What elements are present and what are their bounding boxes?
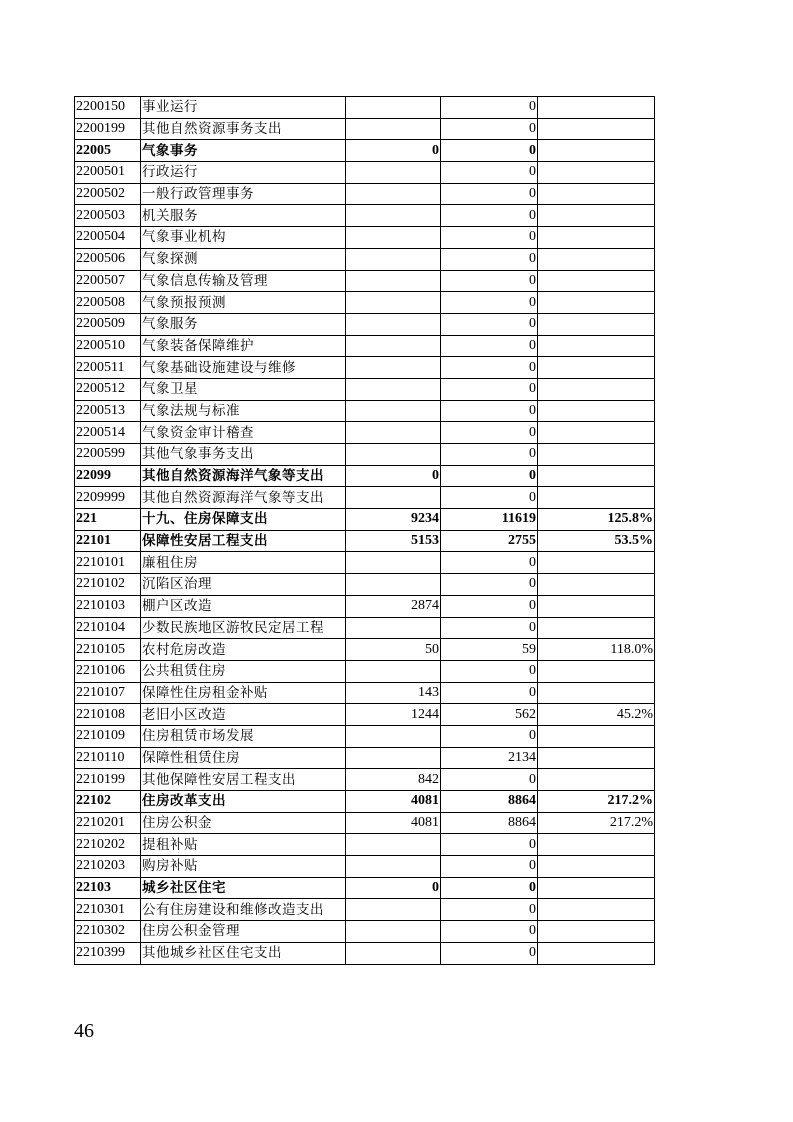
code-cell: 2210109 <box>75 725 141 747</box>
percentage-cell <box>538 682 655 704</box>
table-row <box>75 162 655 184</box>
prior-year-value-cell: 5153 <box>346 530 441 552</box>
table-row <box>75 617 655 639</box>
current-year-value-cell: 562 <box>441 704 538 726</box>
name-cell: 保障性安居工程支出 <box>141 530 346 552</box>
code-cell: 2200514 <box>75 422 141 444</box>
table-row <box>75 335 655 357</box>
table-row <box>75 357 655 379</box>
current-year-value-cell: 0 <box>441 248 538 270</box>
percentage-cell <box>538 834 655 856</box>
percentage-cell <box>538 444 655 466</box>
percentage-cell <box>538 118 655 140</box>
percentage-cell <box>538 465 655 487</box>
table-row <box>75 704 655 726</box>
percentage-cell <box>538 769 655 791</box>
table-row <box>75 444 655 466</box>
code-cell: 2200503 <box>75 205 141 227</box>
name-cell: 气象资金审计稽查 <box>141 422 346 444</box>
code-cell: 2200150 <box>75 97 141 119</box>
percentage-cell <box>538 487 655 509</box>
code-cell: 2210108 <box>75 704 141 726</box>
code-cell: 2210201 <box>75 812 141 834</box>
percentage-cell <box>538 227 655 249</box>
code-cell: 22099 <box>75 465 141 487</box>
page-number: 46 <box>74 1020 94 1042</box>
table-row <box>75 292 655 314</box>
prior-year-value-cell <box>346 357 441 379</box>
percentage-cell <box>538 660 655 682</box>
table-row <box>75 747 655 769</box>
current-year-value-cell: 0 <box>441 552 538 574</box>
current-year-value-cell: 2755 <box>441 530 538 552</box>
prior-year-value-cell <box>346 313 441 335</box>
current-year-value-cell: 0 <box>441 660 538 682</box>
code-cell: 2200199 <box>75 118 141 140</box>
prior-year-value-cell <box>346 942 441 964</box>
code-cell: 2200599 <box>75 444 141 466</box>
name-cell: 公共租赁住房 <box>141 660 346 682</box>
current-year-value-cell: 0 <box>441 856 538 878</box>
prior-year-value-cell <box>346 552 441 574</box>
prior-year-value-cell: 0 <box>346 465 441 487</box>
code-cell: 2200502 <box>75 183 141 205</box>
prior-year-value-cell: 143 <box>346 682 441 704</box>
percentage-cell <box>538 97 655 119</box>
table-row <box>75 270 655 292</box>
current-year-value-cell: 0 <box>441 140 538 162</box>
prior-year-value-cell: 1244 <box>346 704 441 726</box>
current-year-value-cell: 0 <box>441 617 538 639</box>
prior-year-value-cell <box>346 487 441 509</box>
table-row <box>75 422 655 444</box>
code-cell: 22005 <box>75 140 141 162</box>
name-cell: 气象基础设施建设与维修 <box>141 357 346 379</box>
name-cell: 气象预报预测 <box>141 292 346 314</box>
prior-year-value-cell <box>346 921 441 943</box>
current-year-value-cell: 0 <box>441 465 538 487</box>
code-cell: 2200508 <box>75 292 141 314</box>
name-cell: 住房公积金 <box>141 812 346 834</box>
name-cell: 住房改革支出 <box>141 791 346 813</box>
code-cell: 2210102 <box>75 574 141 596</box>
current-year-value-cell: 0 <box>441 378 538 400</box>
name-cell: 其他城乡社区住宅支出 <box>141 942 346 964</box>
table-row <box>75 574 655 596</box>
name-cell: 棚户区改造 <box>141 595 346 617</box>
percentage-cell <box>538 378 655 400</box>
current-year-value-cell: 0 <box>441 595 538 617</box>
prior-year-value-cell: 2874 <box>346 595 441 617</box>
code-cell: 22103 <box>75 877 141 899</box>
prior-year-value-cell <box>346 617 441 639</box>
name-cell: 其他自然资源海洋气象等支出 <box>141 487 346 509</box>
name-cell: 行政运行 <box>141 162 346 184</box>
table-row <box>75 856 655 878</box>
code-cell: 2200511 <box>75 357 141 379</box>
name-cell: 农村危房改造 <box>141 639 346 661</box>
budget-table <box>74 96 655 965</box>
current-year-value-cell: 11619 <box>441 509 538 531</box>
prior-year-value-cell: 0 <box>346 877 441 899</box>
table-row <box>75 378 655 400</box>
table-row <box>75 812 655 834</box>
current-year-value-cell: 0 <box>441 444 538 466</box>
prior-year-value-cell <box>346 747 441 769</box>
name-cell: 气象事务 <box>141 140 346 162</box>
prior-year-value-cell <box>346 183 441 205</box>
name-cell: 公有住房建设和维修改造支出 <box>141 899 346 921</box>
prior-year-value-cell <box>346 856 441 878</box>
table-row <box>75 682 655 704</box>
percentage-cell <box>538 877 655 899</box>
percentage-cell <box>538 183 655 205</box>
prior-year-value-cell <box>346 248 441 270</box>
name-cell: 其他自然资源海洋气象等支出 <box>141 465 346 487</box>
prior-year-value-cell <box>346 660 441 682</box>
code-cell: 2210104 <box>75 617 141 639</box>
current-year-value-cell: 8864 <box>441 791 538 813</box>
current-year-value-cell: 0 <box>441 682 538 704</box>
name-cell: 廉租住房 <box>141 552 346 574</box>
table-row <box>75 140 655 162</box>
code-cell: 2210110 <box>75 747 141 769</box>
prior-year-value-cell <box>346 400 441 422</box>
code-cell: 2200501 <box>75 162 141 184</box>
name-cell: 城乡社区住宅 <box>141 877 346 899</box>
name-cell: 事业运行 <box>141 97 346 119</box>
current-year-value-cell: 0 <box>441 899 538 921</box>
percentage-cell <box>538 942 655 964</box>
table-row <box>75 227 655 249</box>
table-row <box>75 118 655 140</box>
table-row <box>75 769 655 791</box>
percentage-cell <box>538 292 655 314</box>
percentage-cell <box>538 400 655 422</box>
current-year-value-cell: 0 <box>441 97 538 119</box>
code-cell: 2210399 <box>75 942 141 964</box>
table-row <box>75 97 655 119</box>
prior-year-value-cell <box>346 725 441 747</box>
table-row <box>75 248 655 270</box>
current-year-value-cell: 8864 <box>441 812 538 834</box>
code-cell: 2210202 <box>75 834 141 856</box>
prior-year-value-cell <box>346 574 441 596</box>
current-year-value-cell: 0 <box>441 942 538 964</box>
prior-year-value-cell: 50 <box>346 639 441 661</box>
current-year-value-cell: 0 <box>441 118 538 140</box>
name-cell: 购房补贴 <box>141 856 346 878</box>
name-cell: 机关服务 <box>141 205 346 227</box>
percentage-cell <box>538 162 655 184</box>
code-cell: 2200506 <box>75 248 141 270</box>
code-cell: 2210101 <box>75 552 141 574</box>
current-year-value-cell: 0 <box>441 292 538 314</box>
code-cell: 2210103 <box>75 595 141 617</box>
name-cell: 住房公积金管理 <box>141 921 346 943</box>
prior-year-value-cell: 4081 <box>346 791 441 813</box>
table-row <box>75 509 655 531</box>
table-row <box>75 400 655 422</box>
code-cell: 2210203 <box>75 856 141 878</box>
prior-year-value-cell <box>346 292 441 314</box>
current-year-value-cell: 0 <box>441 270 538 292</box>
table-row <box>75 877 655 899</box>
percentage-cell <box>538 617 655 639</box>
percentage-cell <box>538 140 655 162</box>
prior-year-value-cell <box>346 899 441 921</box>
percentage-cell: 118.0% <box>538 639 655 661</box>
name-cell: 老旧小区改造 <box>141 704 346 726</box>
table-row <box>75 942 655 964</box>
table-row <box>75 530 655 552</box>
code-cell: 2210199 <box>75 769 141 791</box>
table-row <box>75 183 655 205</box>
current-year-value-cell: 0 <box>441 162 538 184</box>
name-cell: 一般行政管理事务 <box>141 183 346 205</box>
percentage-cell <box>538 856 655 878</box>
prior-year-value-cell <box>346 118 441 140</box>
prior-year-value-cell <box>346 444 441 466</box>
current-year-value-cell: 0 <box>441 183 538 205</box>
name-cell: 提租补贴 <box>141 834 346 856</box>
code-cell: 2210301 <box>75 899 141 921</box>
percentage-cell <box>538 899 655 921</box>
name-cell: 少数民族地区游牧民定居工程 <box>141 617 346 639</box>
current-year-value-cell: 0 <box>441 313 538 335</box>
percentage-cell: 125.8% <box>538 509 655 531</box>
code-cell: 2210302 <box>75 921 141 943</box>
percentage-cell <box>538 574 655 596</box>
prior-year-value-cell: 842 <box>346 769 441 791</box>
table-row <box>75 834 655 856</box>
current-year-value-cell: 0 <box>441 574 538 596</box>
prior-year-value-cell <box>346 422 441 444</box>
name-cell: 气象法规与标准 <box>141 400 346 422</box>
percentage-cell <box>538 248 655 270</box>
current-year-value-cell: 0 <box>441 205 538 227</box>
current-year-value-cell: 0 <box>441 725 538 747</box>
percentage-cell <box>538 595 655 617</box>
percentage-cell: 217.2% <box>538 791 655 813</box>
current-year-value-cell: 2134 <box>441 747 538 769</box>
table-row <box>75 725 655 747</box>
name-cell: 气象服务 <box>141 313 346 335</box>
name-cell: 其他气象事务支出 <box>141 444 346 466</box>
code-cell: 2200507 <box>75 270 141 292</box>
name-cell: 气象信息传输及管理 <box>141 270 346 292</box>
current-year-value-cell: 0 <box>441 400 538 422</box>
prior-year-value-cell <box>346 335 441 357</box>
current-year-value-cell: 0 <box>441 227 538 249</box>
name-cell: 十九、住房保障支出 <box>141 509 346 531</box>
name-cell: 气象卫星 <box>141 378 346 400</box>
current-year-value-cell: 0 <box>441 357 538 379</box>
table-row <box>75 921 655 943</box>
prior-year-value-cell: 0 <box>346 140 441 162</box>
table-row <box>75 639 655 661</box>
current-year-value-cell: 0 <box>441 422 538 444</box>
percentage-cell: 53.5% <box>538 530 655 552</box>
name-cell: 气象事业机构 <box>141 227 346 249</box>
table-row <box>75 899 655 921</box>
name-cell: 气象装备保障维护 <box>141 335 346 357</box>
current-year-value-cell: 0 <box>441 921 538 943</box>
name-cell: 其他保障性安居工程支出 <box>141 769 346 791</box>
prior-year-value-cell <box>346 97 441 119</box>
name-cell: 气象探测 <box>141 248 346 270</box>
code-cell: 2200510 <box>75 335 141 357</box>
name-cell: 保障性租赁住房 <box>141 747 346 769</box>
percentage-cell <box>538 335 655 357</box>
code-cell: 22102 <box>75 791 141 813</box>
code-cell: 2200513 <box>75 400 141 422</box>
prior-year-value-cell: 4081 <box>346 812 441 834</box>
prior-year-value-cell <box>346 834 441 856</box>
percentage-cell <box>538 747 655 769</box>
percentage-cell <box>538 921 655 943</box>
code-cell: 2210105 <box>75 639 141 661</box>
percentage-cell <box>538 552 655 574</box>
current-year-value-cell: 0 <box>441 834 538 856</box>
percentage-cell <box>538 270 655 292</box>
table-row <box>75 660 655 682</box>
name-cell: 住房租赁市场发展 <box>141 725 346 747</box>
table-row <box>75 552 655 574</box>
code-cell: 2209999 <box>75 487 141 509</box>
code-cell: 2210106 <box>75 660 141 682</box>
code-cell: 2200509 <box>75 313 141 335</box>
current-year-value-cell: 0 <box>441 769 538 791</box>
prior-year-value-cell: 9234 <box>346 509 441 531</box>
percentage-cell <box>538 357 655 379</box>
percentage-cell <box>538 725 655 747</box>
current-year-value-cell: 0 <box>441 487 538 509</box>
percentage-cell <box>538 313 655 335</box>
name-cell: 沉陷区治理 <box>141 574 346 596</box>
percentage-cell <box>538 422 655 444</box>
prior-year-value-cell <box>346 378 441 400</box>
percentage-cell: 45.2% <box>538 704 655 726</box>
prior-year-value-cell <box>346 205 441 227</box>
table-row <box>75 487 655 509</box>
code-cell: 22101 <box>75 530 141 552</box>
percentage-cell <box>538 205 655 227</box>
percentage-cell: 217.2% <box>538 812 655 834</box>
code-cell: 2200504 <box>75 227 141 249</box>
table-row <box>75 595 655 617</box>
code-cell: 2200512 <box>75 378 141 400</box>
prior-year-value-cell <box>346 227 441 249</box>
code-cell: 221 <box>75 509 141 531</box>
table-row <box>75 791 655 813</box>
current-year-value-cell: 59 <box>441 639 538 661</box>
current-year-value-cell: 0 <box>441 335 538 357</box>
name-cell: 其他自然资源事务支出 <box>141 118 346 140</box>
code-cell: 2210107 <box>75 682 141 704</box>
current-year-value-cell: 0 <box>441 877 538 899</box>
prior-year-value-cell <box>346 162 441 184</box>
table-row <box>75 313 655 335</box>
prior-year-value-cell <box>346 270 441 292</box>
table-body <box>75 97 655 965</box>
name-cell: 保障性住房租金补贴 <box>141 682 346 704</box>
table-row <box>75 465 655 487</box>
table-row <box>75 205 655 227</box>
